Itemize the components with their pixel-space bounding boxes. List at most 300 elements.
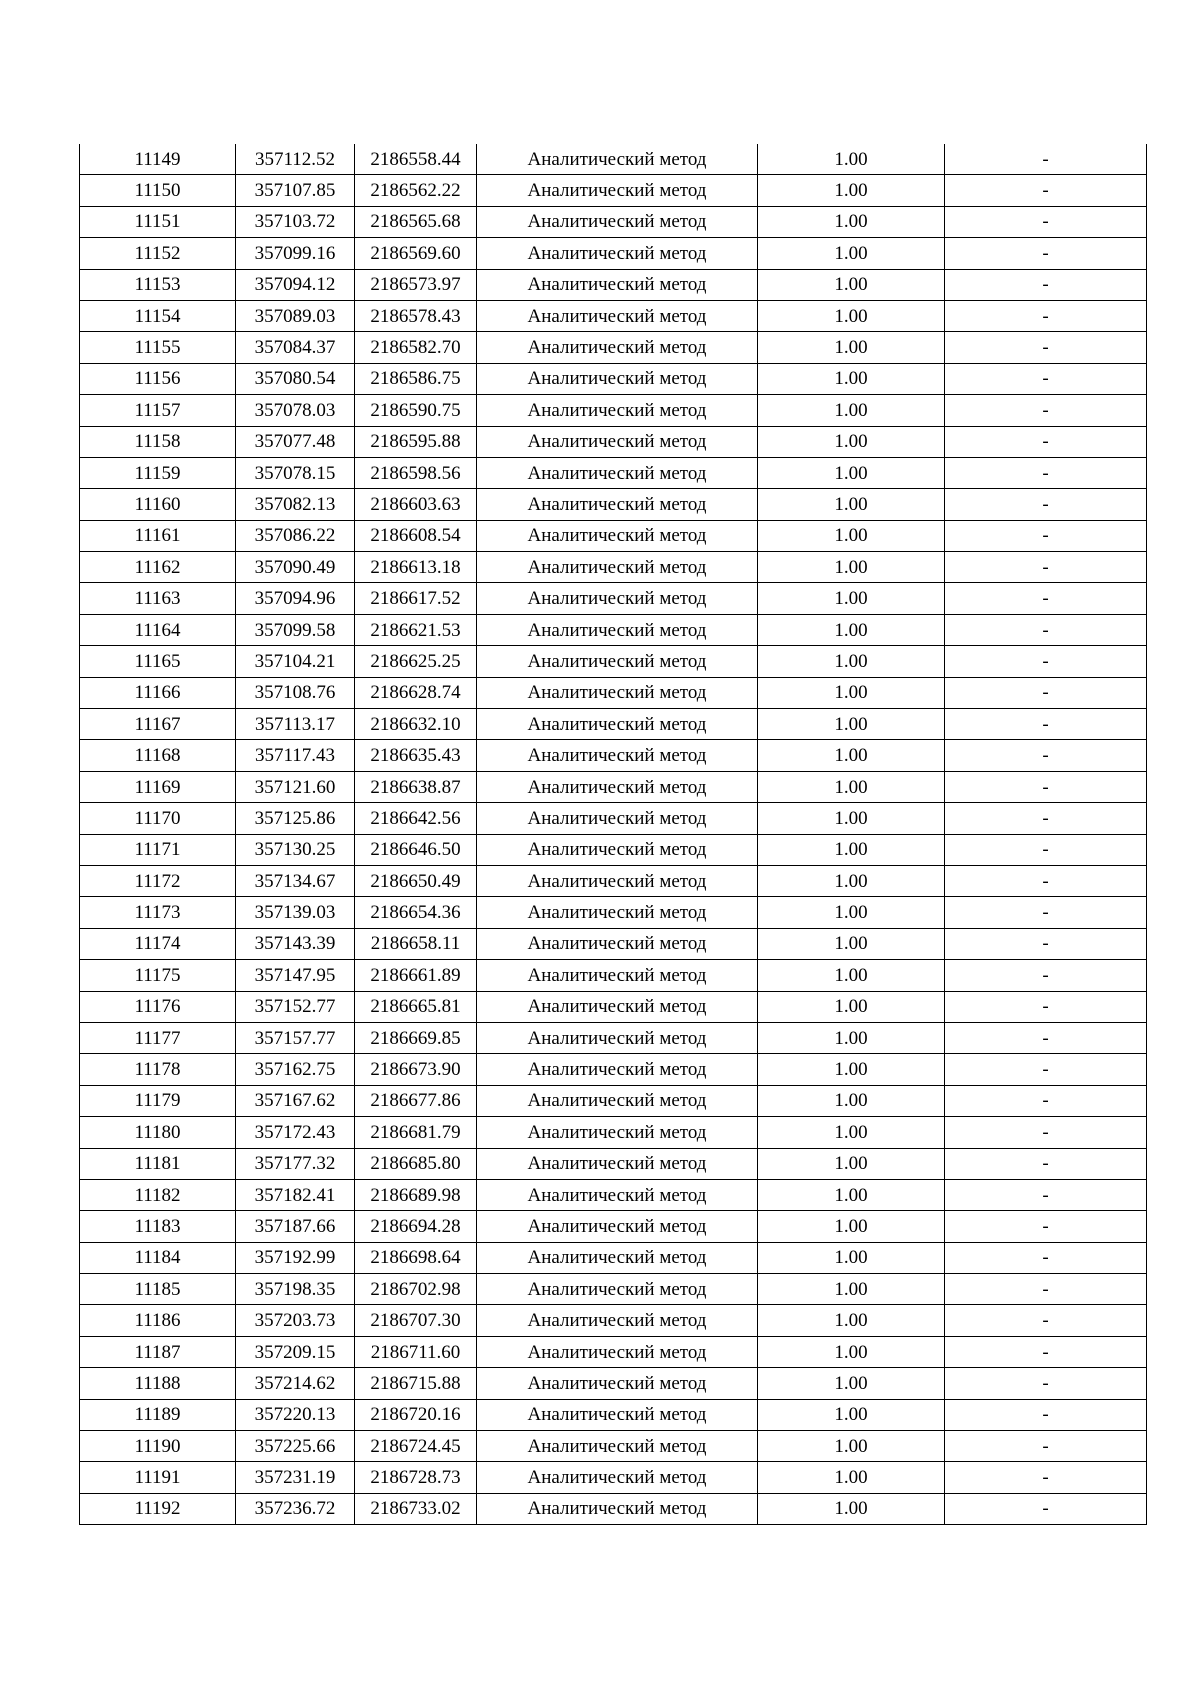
- y-coordinate-cell: 2186632.10: [355, 709, 477, 740]
- x-coordinate-cell: 357099.58: [236, 614, 355, 645]
- table-row: [80, 1054, 1147, 1085]
- method-cell: Аналитический метод: [477, 395, 758, 426]
- y-coordinate-cell: 2186728.73: [355, 1462, 477, 1493]
- table-row: [80, 646, 1147, 677]
- table-row: [80, 740, 1147, 771]
- table-row: [80, 552, 1147, 583]
- x-coordinate-cell: 357182.41: [236, 1179, 355, 1210]
- x-coordinate-cell: 357147.95: [236, 960, 355, 991]
- table-row: [80, 175, 1147, 206]
- table-row: [80, 928, 1147, 959]
- method-cell: Аналитический метод: [477, 991, 758, 1022]
- y-coordinate-cell: 2186628.74: [355, 677, 477, 708]
- method-cell: Аналитический метод: [477, 238, 758, 269]
- table-row: [80, 300, 1147, 331]
- point-number-cell: 11179: [80, 1085, 236, 1116]
- method-cell: Аналитический метод: [477, 1462, 758, 1493]
- point-number-cell: 11155: [80, 332, 236, 363]
- table-row: [80, 332, 1147, 363]
- description-cell: -: [945, 865, 1147, 896]
- description-cell: -: [945, 583, 1147, 614]
- method-cell: Аналитический метод: [477, 1368, 758, 1399]
- x-coordinate-cell: 357086.22: [236, 520, 355, 551]
- y-coordinate-cell: 2186715.88: [355, 1368, 477, 1399]
- y-coordinate-cell: 2186707.30: [355, 1305, 477, 1336]
- method-cell: Аналитический метод: [477, 928, 758, 959]
- accuracy-cell: 1.00: [758, 1399, 945, 1430]
- method-cell: Аналитический метод: [477, 1117, 758, 1148]
- description-cell: -: [945, 1336, 1147, 1367]
- method-cell: Аналитический метод: [477, 206, 758, 237]
- x-coordinate-cell: 357117.43: [236, 740, 355, 771]
- x-coordinate-cell: 357236.72: [236, 1493, 355, 1524]
- method-cell: Аналитический метод: [477, 144, 758, 175]
- accuracy-cell: 1.00: [758, 614, 945, 645]
- y-coordinate-cell: 2186573.97: [355, 269, 477, 300]
- accuracy-cell: 1.00: [758, 865, 945, 896]
- method-cell: Аналитический метод: [477, 1336, 758, 1367]
- accuracy-cell: 1.00: [758, 1211, 945, 1242]
- point-number-cell: 11169: [80, 771, 236, 802]
- x-coordinate-cell: 357099.16: [236, 238, 355, 269]
- accuracy-cell: 1.00: [758, 960, 945, 991]
- method-cell: Аналитический метод: [477, 583, 758, 614]
- description-cell: -: [945, 238, 1147, 269]
- description-cell: -: [945, 771, 1147, 802]
- y-coordinate-cell: 2186685.80: [355, 1148, 477, 1179]
- point-number-cell: 11158: [80, 426, 236, 457]
- point-number-cell: 11172: [80, 865, 236, 896]
- accuracy-cell: 1.00: [758, 426, 945, 457]
- accuracy-cell: 1.00: [758, 332, 945, 363]
- point-number-cell: 11191: [80, 1462, 236, 1493]
- x-coordinate-cell: 357108.76: [236, 677, 355, 708]
- description-cell: -: [945, 520, 1147, 551]
- table-row: [80, 1368, 1147, 1399]
- table-row: [80, 1274, 1147, 1305]
- description-cell: -: [945, 646, 1147, 677]
- table-row: [80, 1431, 1147, 1462]
- x-coordinate-cell: 357090.49: [236, 552, 355, 583]
- point-number-cell: 11150: [80, 175, 236, 206]
- description-cell: -: [945, 928, 1147, 959]
- accuracy-cell: 1.00: [758, 1368, 945, 1399]
- accuracy-cell: 1.00: [758, 583, 945, 614]
- description-cell: -: [945, 1085, 1147, 1116]
- method-cell: Аналитический метод: [477, 175, 758, 206]
- accuracy-cell: 1.00: [758, 457, 945, 488]
- point-number-cell: 11163: [80, 583, 236, 614]
- x-coordinate-cell: 357121.60: [236, 771, 355, 802]
- table-row: [80, 1399, 1147, 1430]
- x-coordinate-cell: 357107.85: [236, 175, 355, 206]
- accuracy-cell: 1.00: [758, 803, 945, 834]
- accuracy-cell: 1.00: [758, 1148, 945, 1179]
- description-cell: -: [945, 740, 1147, 771]
- table-row: [80, 1462, 1147, 1493]
- description-cell: -: [945, 677, 1147, 708]
- accuracy-cell: 1.00: [758, 175, 945, 206]
- accuracy-cell: 1.00: [758, 1179, 945, 1210]
- y-coordinate-cell: 2186608.54: [355, 520, 477, 551]
- accuracy-cell: 1.00: [758, 238, 945, 269]
- y-coordinate-cell: 2186562.22: [355, 175, 477, 206]
- accuracy-cell: 1.00: [758, 646, 945, 677]
- method-cell: Аналитический метод: [477, 520, 758, 551]
- table-row: [80, 520, 1147, 551]
- description-cell: -: [945, 1211, 1147, 1242]
- point-number-cell: 11162: [80, 552, 236, 583]
- table-row: [80, 614, 1147, 645]
- method-cell: Аналитический метод: [477, 614, 758, 645]
- point-number-cell: 11177: [80, 1022, 236, 1053]
- point-number-cell: 11153: [80, 269, 236, 300]
- table-row: [80, 677, 1147, 708]
- table-row: [80, 144, 1147, 175]
- method-cell: Аналитический метод: [477, 709, 758, 740]
- accuracy-cell: 1.00: [758, 771, 945, 802]
- table-row: [80, 1022, 1147, 1053]
- method-cell: Аналитический метод: [477, 1274, 758, 1305]
- y-coordinate-cell: 2186720.16: [355, 1399, 477, 1430]
- description-cell: -: [945, 1117, 1147, 1148]
- y-coordinate-cell: 2186569.60: [355, 238, 477, 269]
- method-cell: Аналитический метод: [477, 1022, 758, 1053]
- description-cell: -: [945, 1305, 1147, 1336]
- point-number-cell: 11188: [80, 1368, 236, 1399]
- accuracy-cell: 1.00: [758, 1274, 945, 1305]
- method-cell: Аналитический метод: [477, 1305, 758, 1336]
- x-coordinate-cell: 357094.12: [236, 269, 355, 300]
- x-coordinate-cell: 357177.32: [236, 1148, 355, 1179]
- y-coordinate-cell: 2186595.88: [355, 426, 477, 457]
- method-cell: Аналитический метод: [477, 1211, 758, 1242]
- y-coordinate-cell: 2186658.11: [355, 928, 477, 959]
- x-coordinate-cell: 357172.43: [236, 1117, 355, 1148]
- point-number-cell: 11175: [80, 960, 236, 991]
- description-cell: -: [945, 144, 1147, 175]
- point-number-cell: 11165: [80, 646, 236, 677]
- accuracy-cell: 1.00: [758, 269, 945, 300]
- description-cell: -: [945, 269, 1147, 300]
- accuracy-cell: 1.00: [758, 1305, 945, 1336]
- y-coordinate-cell: 2186646.50: [355, 834, 477, 865]
- method-cell: Аналитический метод: [477, 1148, 758, 1179]
- x-coordinate-cell: 357167.62: [236, 1085, 355, 1116]
- method-cell: Аналитический метод: [477, 1431, 758, 1462]
- point-number-cell: 11178: [80, 1054, 236, 1085]
- method-cell: Аналитический метод: [477, 426, 758, 457]
- table-row: [80, 206, 1147, 237]
- table-row: [80, 1148, 1147, 1179]
- accuracy-cell: 1.00: [758, 709, 945, 740]
- x-coordinate-cell: 357112.52: [236, 144, 355, 175]
- y-coordinate-cell: 2186694.28: [355, 1211, 477, 1242]
- y-coordinate-cell: 2186650.49: [355, 865, 477, 896]
- x-coordinate-cell: 357089.03: [236, 300, 355, 331]
- table-row: [80, 709, 1147, 740]
- method-cell: Аналитический метод: [477, 1054, 758, 1085]
- description-cell: -: [945, 614, 1147, 645]
- point-number-cell: 11182: [80, 1179, 236, 1210]
- accuracy-cell: 1.00: [758, 1431, 945, 1462]
- table-row: [80, 1211, 1147, 1242]
- table-row: [80, 457, 1147, 488]
- description-cell: -: [945, 395, 1147, 426]
- point-number-cell: 11171: [80, 834, 236, 865]
- method-cell: Аналитический метод: [477, 646, 758, 677]
- method-cell: Аналитический метод: [477, 834, 758, 865]
- method-cell: Аналитический метод: [477, 332, 758, 363]
- y-coordinate-cell: 2186613.18: [355, 552, 477, 583]
- description-cell: -: [945, 552, 1147, 583]
- method-cell: Аналитический метод: [477, 960, 758, 991]
- method-cell: Аналитический метод: [477, 803, 758, 834]
- table-row: [80, 395, 1147, 426]
- accuracy-cell: 1.00: [758, 1493, 945, 1524]
- y-coordinate-cell: 2186621.53: [355, 614, 477, 645]
- point-number-cell: 11184: [80, 1242, 236, 1273]
- y-coordinate-cell: 2186565.68: [355, 206, 477, 237]
- table-row: [80, 489, 1147, 520]
- point-number-cell: 11173: [80, 897, 236, 928]
- description-cell: -: [945, 1493, 1147, 1524]
- y-coordinate-cell: 2186582.70: [355, 332, 477, 363]
- y-coordinate-cell: 2186558.44: [355, 144, 477, 175]
- point-number-cell: 11167: [80, 709, 236, 740]
- y-coordinate-cell: 2186733.02: [355, 1493, 477, 1524]
- table-row: [80, 426, 1147, 457]
- x-coordinate-cell: 357125.86: [236, 803, 355, 834]
- description-cell: -: [945, 363, 1147, 394]
- point-number-cell: 11174: [80, 928, 236, 959]
- y-coordinate-cell: 2186673.90: [355, 1054, 477, 1085]
- description-cell: -: [945, 206, 1147, 237]
- accuracy-cell: 1.00: [758, 1054, 945, 1085]
- x-coordinate-cell: 357113.17: [236, 709, 355, 740]
- x-coordinate-cell: 357152.77: [236, 991, 355, 1022]
- accuracy-cell: 1.00: [758, 1085, 945, 1116]
- description-cell: -: [945, 1179, 1147, 1210]
- x-coordinate-cell: 357104.21: [236, 646, 355, 677]
- accuracy-cell: 1.00: [758, 897, 945, 928]
- method-cell: Аналитический метод: [477, 677, 758, 708]
- point-number-cell: 11156: [80, 363, 236, 394]
- y-coordinate-cell: 2186598.56: [355, 457, 477, 488]
- x-coordinate-cell: 357157.77: [236, 1022, 355, 1053]
- x-coordinate-cell: 357192.99: [236, 1242, 355, 1273]
- x-coordinate-cell: 357134.67: [236, 865, 355, 896]
- accuracy-cell: 1.00: [758, 552, 945, 583]
- accuracy-cell: 1.00: [758, 834, 945, 865]
- method-cell: Аналитический метод: [477, 771, 758, 802]
- y-coordinate-cell: 2186677.86: [355, 1085, 477, 1116]
- x-coordinate-cell: 357187.66: [236, 1211, 355, 1242]
- description-cell: -: [945, 1148, 1147, 1179]
- x-coordinate-cell: 357214.62: [236, 1368, 355, 1399]
- description-cell: -: [945, 1462, 1147, 1493]
- accuracy-cell: 1.00: [758, 928, 945, 959]
- point-number-cell: 11154: [80, 300, 236, 331]
- point-number-cell: 11192: [80, 1493, 236, 1524]
- accuracy-cell: 1.00: [758, 740, 945, 771]
- x-coordinate-cell: 357198.35: [236, 1274, 355, 1305]
- table-row: [80, 865, 1147, 896]
- x-coordinate-cell: 357220.13: [236, 1399, 355, 1430]
- description-cell: -: [945, 1368, 1147, 1399]
- accuracy-cell: 1.00: [758, 520, 945, 551]
- x-coordinate-cell: 357094.96: [236, 583, 355, 614]
- point-number-cell: 11151: [80, 206, 236, 237]
- accuracy-cell: 1.00: [758, 489, 945, 520]
- table-row: [80, 991, 1147, 1022]
- accuracy-cell: 1.00: [758, 206, 945, 237]
- point-number-cell: 11157: [80, 395, 236, 426]
- x-coordinate-cell: 357103.72: [236, 206, 355, 237]
- method-cell: Аналитический метод: [477, 1399, 758, 1430]
- y-coordinate-cell: 2186702.98: [355, 1274, 477, 1305]
- accuracy-cell: 1.00: [758, 300, 945, 331]
- method-cell: Аналитический метод: [477, 1085, 758, 1116]
- y-coordinate-cell: 2186638.87: [355, 771, 477, 802]
- description-cell: -: [945, 897, 1147, 928]
- y-coordinate-cell: 2186711.60: [355, 1336, 477, 1367]
- accuracy-cell: 1.00: [758, 144, 945, 175]
- description-cell: -: [945, 1022, 1147, 1053]
- description-cell: -: [945, 426, 1147, 457]
- x-coordinate-cell: 357231.19: [236, 1462, 355, 1493]
- y-coordinate-cell: 2186590.75: [355, 395, 477, 426]
- accuracy-cell: 1.00: [758, 1117, 945, 1148]
- point-number-cell: 11168: [80, 740, 236, 771]
- table-row: [80, 771, 1147, 802]
- x-coordinate-cell: 357130.25: [236, 834, 355, 865]
- x-coordinate-cell: 357209.15: [236, 1336, 355, 1367]
- description-cell: -: [945, 489, 1147, 520]
- x-coordinate-cell: 357078.15: [236, 457, 355, 488]
- method-cell: Аналитический метод: [477, 457, 758, 488]
- description-cell: -: [945, 1274, 1147, 1305]
- accuracy-cell: 1.00: [758, 363, 945, 394]
- point-number-cell: 11160: [80, 489, 236, 520]
- table-row: [80, 238, 1147, 269]
- point-number-cell: 11180: [80, 1117, 236, 1148]
- description-cell: -: [945, 457, 1147, 488]
- table-row: [80, 1336, 1147, 1367]
- x-coordinate-cell: 357225.66: [236, 1431, 355, 1462]
- point-number-cell: 11170: [80, 803, 236, 834]
- method-cell: Аналитический метод: [477, 1179, 758, 1210]
- point-number-cell: 11161: [80, 520, 236, 551]
- point-number-cell: 11183: [80, 1211, 236, 1242]
- table-row: [80, 269, 1147, 300]
- y-coordinate-cell: 2186661.89: [355, 960, 477, 991]
- y-coordinate-cell: 2186586.75: [355, 363, 477, 394]
- point-number-cell: 11152: [80, 238, 236, 269]
- table-row: [80, 1493, 1147, 1524]
- description-cell: -: [945, 1242, 1147, 1273]
- coordinates-table: [79, 144, 1147, 1525]
- description-cell: -: [945, 332, 1147, 363]
- accuracy-cell: 1.00: [758, 395, 945, 426]
- point-number-cell: 11187: [80, 1336, 236, 1367]
- table-row: [80, 834, 1147, 865]
- point-number-cell: 11149: [80, 144, 236, 175]
- x-coordinate-cell: 357077.48: [236, 426, 355, 457]
- description-cell: -: [945, 1399, 1147, 1430]
- description-cell: -: [945, 1431, 1147, 1462]
- table-row: [80, 1179, 1147, 1210]
- method-cell: Аналитический метод: [477, 897, 758, 928]
- y-coordinate-cell: 2186654.36: [355, 897, 477, 928]
- y-coordinate-cell: 2186698.64: [355, 1242, 477, 1273]
- y-coordinate-cell: 2186669.85: [355, 1022, 477, 1053]
- table-row: [80, 1242, 1147, 1273]
- table-row: [80, 803, 1147, 834]
- y-coordinate-cell: 2186625.25: [355, 646, 477, 677]
- method-cell: Аналитический метод: [477, 269, 758, 300]
- description-cell: -: [945, 991, 1147, 1022]
- table-row: [80, 897, 1147, 928]
- method-cell: Аналитический метод: [477, 1242, 758, 1273]
- x-coordinate-cell: 357203.73: [236, 1305, 355, 1336]
- method-cell: Аналитический метод: [477, 489, 758, 520]
- description-cell: -: [945, 709, 1147, 740]
- description-cell: -: [945, 803, 1147, 834]
- description-cell: -: [945, 300, 1147, 331]
- method-cell: Аналитический метод: [477, 300, 758, 331]
- point-number-cell: 11176: [80, 991, 236, 1022]
- description-cell: -: [945, 960, 1147, 991]
- y-coordinate-cell: 2186642.56: [355, 803, 477, 834]
- point-number-cell: 11185: [80, 1274, 236, 1305]
- method-cell: Аналитический метод: [477, 865, 758, 896]
- x-coordinate-cell: 357143.39: [236, 928, 355, 959]
- table-row: [80, 960, 1147, 991]
- y-coordinate-cell: 2186603.63: [355, 489, 477, 520]
- point-number-cell: 11186: [80, 1305, 236, 1336]
- point-number-cell: 11189: [80, 1399, 236, 1430]
- table-row: [80, 1085, 1147, 1116]
- accuracy-cell: 1.00: [758, 1022, 945, 1053]
- point-number-cell: 11164: [80, 614, 236, 645]
- table-row: [80, 1305, 1147, 1336]
- x-coordinate-cell: 357078.03: [236, 395, 355, 426]
- point-number-cell: 11166: [80, 677, 236, 708]
- accuracy-cell: 1.00: [758, 677, 945, 708]
- accuracy-cell: 1.00: [758, 1242, 945, 1273]
- accuracy-cell: 1.00: [758, 1336, 945, 1367]
- y-coordinate-cell: 2186689.98: [355, 1179, 477, 1210]
- y-coordinate-cell: 2186635.43: [355, 740, 477, 771]
- point-number-cell: 11181: [80, 1148, 236, 1179]
- description-cell: -: [945, 1054, 1147, 1085]
- accuracy-cell: 1.00: [758, 991, 945, 1022]
- table-row: [80, 583, 1147, 614]
- x-coordinate-cell: 357082.13: [236, 489, 355, 520]
- accuracy-cell: 1.00: [758, 1462, 945, 1493]
- x-coordinate-cell: 357080.54: [236, 363, 355, 394]
- description-cell: -: [945, 175, 1147, 206]
- x-coordinate-cell: 357084.37: [236, 332, 355, 363]
- coordinates-table-body: [80, 144, 1147, 1525]
- y-coordinate-cell: 2186724.45: [355, 1431, 477, 1462]
- y-coordinate-cell: 2186665.81: [355, 991, 477, 1022]
- point-number-cell: 11190: [80, 1431, 236, 1462]
- y-coordinate-cell: 2186617.52: [355, 583, 477, 614]
- method-cell: Аналитический метод: [477, 740, 758, 771]
- method-cell: Аналитический метод: [477, 552, 758, 583]
